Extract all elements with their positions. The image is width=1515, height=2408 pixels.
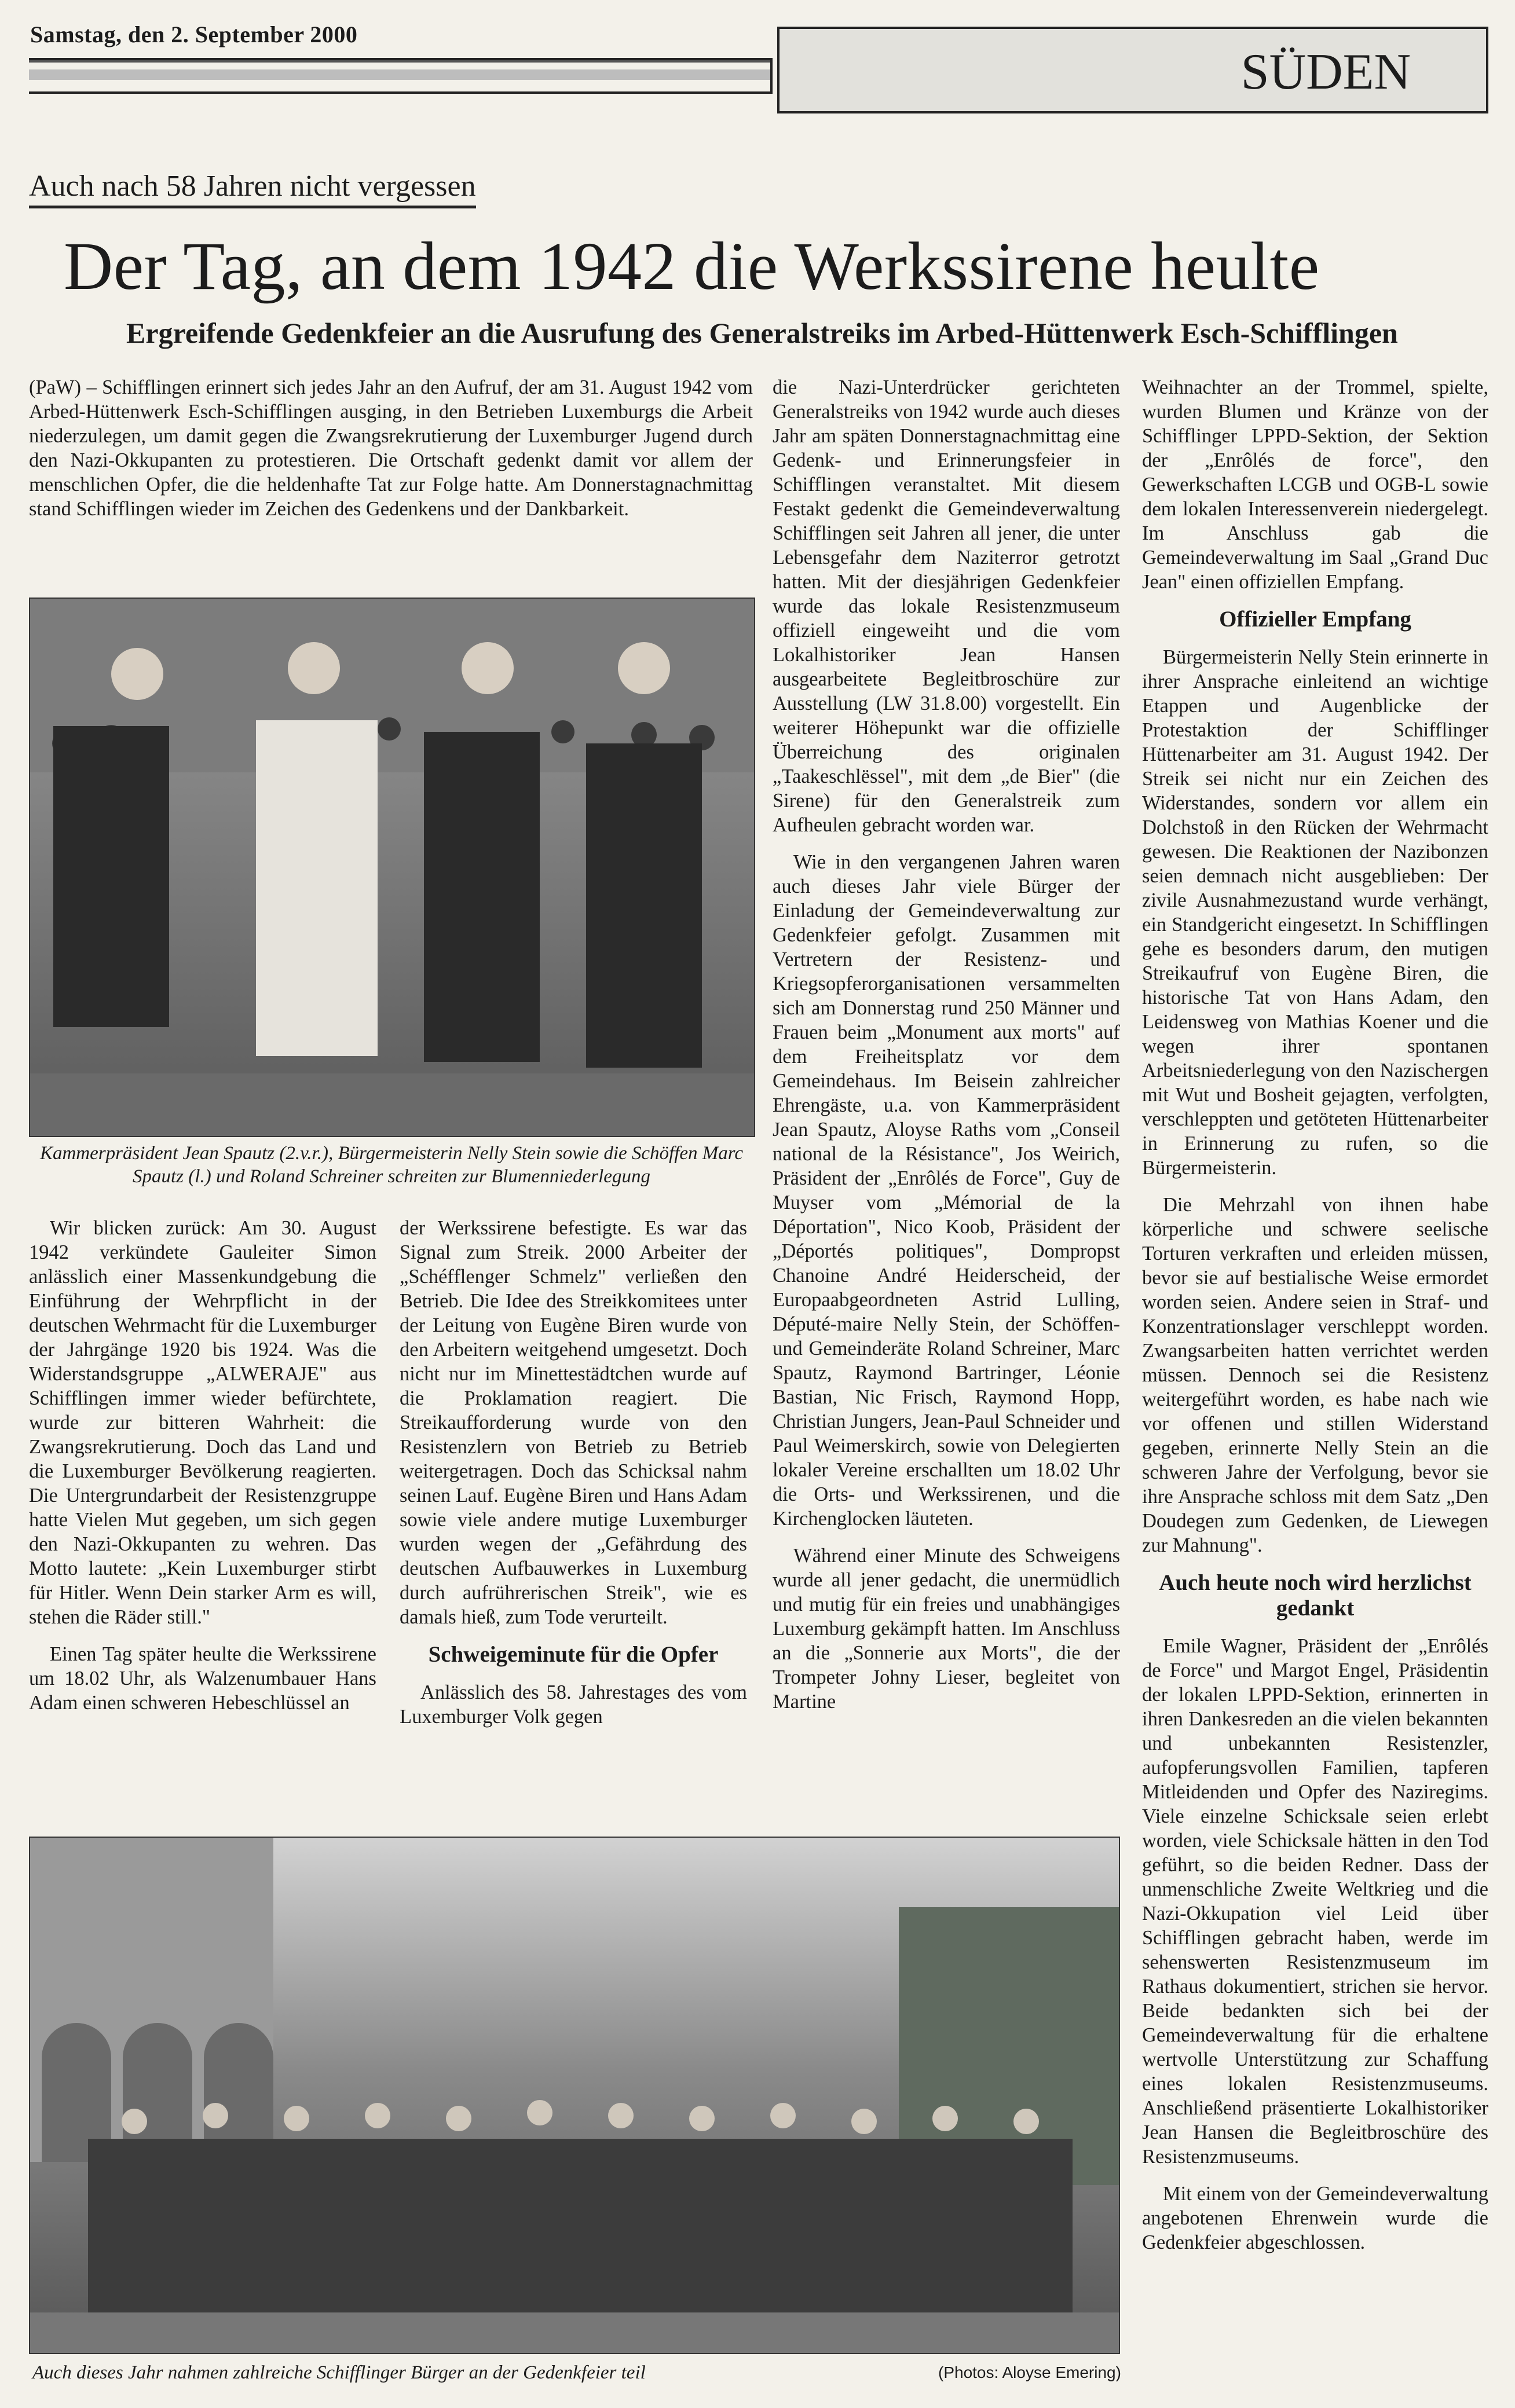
col1-paragraph-2: Einen Tag später heulte die Werkssirene um 18.02 Uhr, als Walzenumbauer Hans Adam einen schweren Hebeschlüssel an (29, 1643, 376, 1714)
subhead: Ergreifende Gedenkfeier an die Ausrufung des Generalstreiks im Arbed-Hüttenwerk Esch-Schifflingen (126, 317, 1398, 349)
col4-paragraph-4: Emile Wagner, Präsident der „Enrôlés de Force" und Margot Engel, Präsidentin der lokalen LPPD-Sektion, erinnerten in ihren Dankesreden an die vielen bekannten und unbekannten Resistenzler, aufopferungsvollen Familien, tapferen Mitleidenden und Opfer des Naziregims. Viele einzelne Schicksale seien erlebt worden, viele Schicksale hätten in den Tod geführt, so die beiden Redner. Dass der unmenschliche Zweite Weltkrieg und die Nazi-Okkupation viel Leid über Schifflingen gebracht haben, werde im sehenswerten Resistenzmuseum im Rathaus dokumentiert, strichen sie hervor. Beide bedankten sich bei der Gemeindeverwaltung für die erhaltene wertvolle Unterstützung zur Schaffung eines lokalen Resistenzmuseums. Anschließend präsentierte Lokalhistoriker Jean Hansen die Begleitbroschüre des Resistenzmuseums. (1142, 1635, 1488, 2168)
col4-paragraph-2: Bürgermeisterin Nelly Stein erinnerte in ihrer Ansprache einleitend an wichtige Etappen und Augenblicke der Protestaktion der Schifflinger Hüttenarbeiter am 31. August 1942. Der Streik sei nicht nur ein Zeichen des Widerstandes, sondern vor allem ein Dolchstoß in den Rücken der Wehrmacht gewesen. Die Reaktionen der Nazibonzen seien demnach nicht ausgeblieben: Der zivile Ausnahmezustand wurde verhängt, ein Standgericht eingesetzt. In Schifflingen gehe es besonders darum, den mutigen Streikaufruf von Eugène Biren, die historische Tat von Hans Adam, den Leidensweg von Mathias Koener und die wegen ihrer spontanen Arbeitsniederlegung von den Nazischergen mit Wut und Bosheit gejagten, verfolgten, verschleppten und getöteten Hüttenarbeiter in Erinnerung zu rufen, so die Bürgermeisterin. (1142, 646, 1488, 1179)
section-title: SÜDEN (777, 27, 1488, 113)
col2-paragraph-2: Anlässlich des 58. Jahrestages des vom Luxemburger Volk gegen (400, 1681, 747, 1728)
kicker: Auch nach 58 Jahren nicht vergessen (29, 169, 476, 208)
dateline: Samstag, den 2. September 2000 (30, 21, 358, 47)
column-1 (29, 1216, 376, 1728)
headline: Der Tag, an dem 1942 die Werkssirene heulte (64, 228, 1320, 304)
col4-paragraph-3: Die Mehrzahl von ihnen habe körperliche und schwere seelische Torturen verkraften und erleiden müssen, bevor sie auf bestialische Weise ermordet worden seien. Andere seien in Straf- und Konzentrationslager verschleppt worden. Zwangsarbeiten hatten verrichtet werden müssen. Dennoch sei die Resistenz weitergeführt worden, es habe nach wie vor offenen und stillen Widerstand gegeben, erinnerte Nelly Stein an die schweren Jahre der Verfolgung, bevor sie ihre Ansprache schloss mit dem Satz „Den Doudegen zum Gedenken, de Liewegen zur Mahnung". (1142, 1194, 1488, 1556)
photo-crowd-image (30, 1838, 1119, 2353)
photo-procession-caption: Kammerpräsident Jean Spautz (2.v.r.), Bürgermeisterin Nelly Stein sowie die Schöffen Marc Spautz (l.) und Roland Schreiner schreiten zur Blumenniederlegung (39, 1143, 744, 1187)
col2-heading: Schweigeminute für die Opfer (428, 1642, 719, 1667)
col4-paragraph-5: Mit einem von der Gemeindeverwaltung angebotenen Ehrenwein wurde die Gedenkfeier abgeschlossen. (1142, 2183, 1488, 2253)
photo-crowd-caption: Auch dieses Jahr nahmen zahlreiche Schifflinger Bürger an der Gedenkfeier teil (32, 2362, 646, 2383)
column-3 (773, 375, 1120, 1727)
col3-paragraph-3: Während einer Minute des Schweigens wurde all jener gedacht, die unermüdlich und mutig für ein freies und unabhängiges Luxemburg gekämpft hatten. Im Anschluss an die „Sonnerie aux Morts", die der Trompeter Johny Lieser, begleitet von Martine (773, 1545, 1120, 1713)
col3-paragraph-1: die Nazi-Unterdrücker gerichteten Generalstreiks von 1942 wurde auch dieses Jahr am späten Donnerstagnachmittag eine Gedenk- und Erinnerungsfeier in Schifflingen veranstaltet. Mit diesem Festakt gedenkt die Gemeindeverwaltung Schifflingen seit Jahren all jener, die unter Lebensgefahr dem Naziterror getrotzt hatten. Mit der diesjährigen Gedenkfeier wurde das lokale Resistenzmuseum offiziell eingeweiht und die vom Lokalhistoriker Jean Hansen ausgearbeitete Begleitbroschüre zur Ausstellung (LW 31.8.00) vorgestellt. Ein weiterer Höhepunkt war die offizielle Überreichung des originalen „Taakeschlëssel", mit dem „de Bier" (die Sirene) für den Generalstreik zum Aufheulen gebracht worden war. (773, 376, 1120, 836)
photo-credit: (Photos: Aloyse Emering) (938, 2363, 1121, 2381)
lead-paragraph (29, 375, 753, 534)
col4-heading-1: Offizieller Empfang (1219, 607, 1411, 632)
column-2 (400, 1216, 747, 1742)
col4-heading-2: Auch heute noch wird herzlichst gedankt (1159, 1570, 1472, 1621)
col3-paragraph-2: Wie in den vergangenen Jahren waren auch dieses Jahr viele Bürger der Einladung der Gemeindeverwaltung zur Gedenkfeier gefolgt. Zusammen mit Vertretern der Resistenz- und Kriegsopferorganisationen versammelten sich am Donnerstag rund 250 Männer und Frauen beim „Monument aux morts" auf dem Freiheitsplatz vor dem Gemeindehaus. Im Beisein zahlreicher Ehrengäste, u.a. von Kammerpräsident Jean Spautz, Aloyse Raths vom „Conseil national de la Résistance", Jos Weirich, Präsident der „Enrôlés de Force", Guy de Muyser vom „Mémorial de la Déportation", Nico Koob, Präsident der „Déportés politiques", Dompropst Chanoine André Heiderscheid, der Europaabgeordneten Astrid Lulling, Député-maire Nelly Stein, der Schöffen- und Gemeinderäte Roland Schreiner, Marc Spautz, Raymond Bartringer, Léonie Bastian, Nic Frisch, Raymond Hopp, Christian Jungers, Jean-Paul Schneider und Paul Weimerskirch, sowie von Delegierten lokaler Vereine erschallten um 18.02 Uhr die Orts- und Werkssirenen, und die Kirchenglocken läuteten. (773, 851, 1120, 1530)
col2-paragraph-1: der Werkssirene befestigte. Es war das Signal zum Streik. 2000 Arbeiter der „Schéfflenger Schmelz" verließen den Betrieb. Die Idee des Streikkomitees unter der Leitung von Eugène Biren wurde von den Arbeitern weitgehend umgesetzt. Doch nicht nur im Minettestädtchen wurde auf die Proklamation reagiert. Die Streikaufforderung wurde von den Resistenzlern von Betrieb zu Betrieb weitergetragen. Doch das Schicksal nahm seinen Lauf. Eugène Biren und Hans Adam sowie viele andere mutige Luxemburger wurden wegen der „Gefährdung des deutschen Aufbauwerkes in Luxemburg durch aufrührerischen Streik", wie es damals hieß, zum Tode verurteilt. (400, 1217, 747, 1628)
photo-crowd (29, 1837, 1120, 2354)
photo-procession-image (30, 599, 754, 1136)
header-rule (29, 58, 773, 94)
col4-paragraph-1: Weihnachter an der Trommel, spielte, wurden Blumen und Kränze von der Schifflinger LPPD-Sektion, der Sektion der „Enrôlés de force", den Gewerkschaften LCGB und OGB-L sowie dem lokalen Interessenverein niedergelegt. Im Anschluss gab die Gemeindeverwaltung im Saal „Grand Duc Jean" einen offiziellen Empfang. (1142, 376, 1488, 593)
lead-text: (PaW) – Schifflingen erinnert sich jedes Jahr an den Aufruf, der am 31. August 1942 vom Arbed-Hüttenwerk Esch-Schifflingen ausging, in den Betrieben Luxemburgs die Arbeit niederzulegen, um damit gegen die Zwangsrekrutierung der Luxemburger Jugend durch den Nazi-Okkupanten zu protestieren. Die Ortschaft gedenkt damit vor allem der menschlichen Opfer, die die heldenhafte Tat zur Folge hatte. Am Donnerstagnachmittag stand Schifflingen wieder im Zeichen des Gedenkens und der Dankbarkeit. (29, 376, 753, 520)
column-4 (1142, 375, 1488, 2267)
col1-paragraph-1: Wir blicken zurück: Am 30. August 1942 verkündete Gauleiter Simon anlässlich einer Massenkundgebung die Einführung der Wehrpflicht in der deutschen Wehrmacht für die Luxemburger der Jahrgänge 1920 bis 1924. Was die Widerstandsgruppe „ALWERAJE" aus Schifflingen immer wieder befürchtete, wurde zur bitteren Wahrheit: die Zwangsrekrutierung. Doch das Land und die Luxemburger Bevölkerung reagierten. Die Untergrundarbeit der Resistenzgruppe hatte Vielen Mut gegeben, um sich gegen den Nazi-Okkupanten zu wehren. Das Motto lautete: „Kein Luxemburger stirbt für Hitler. Wenn Dein starker Arm es will, stehen die Räder still." (29, 1217, 376, 1628)
photo-procession (29, 598, 755, 1137)
